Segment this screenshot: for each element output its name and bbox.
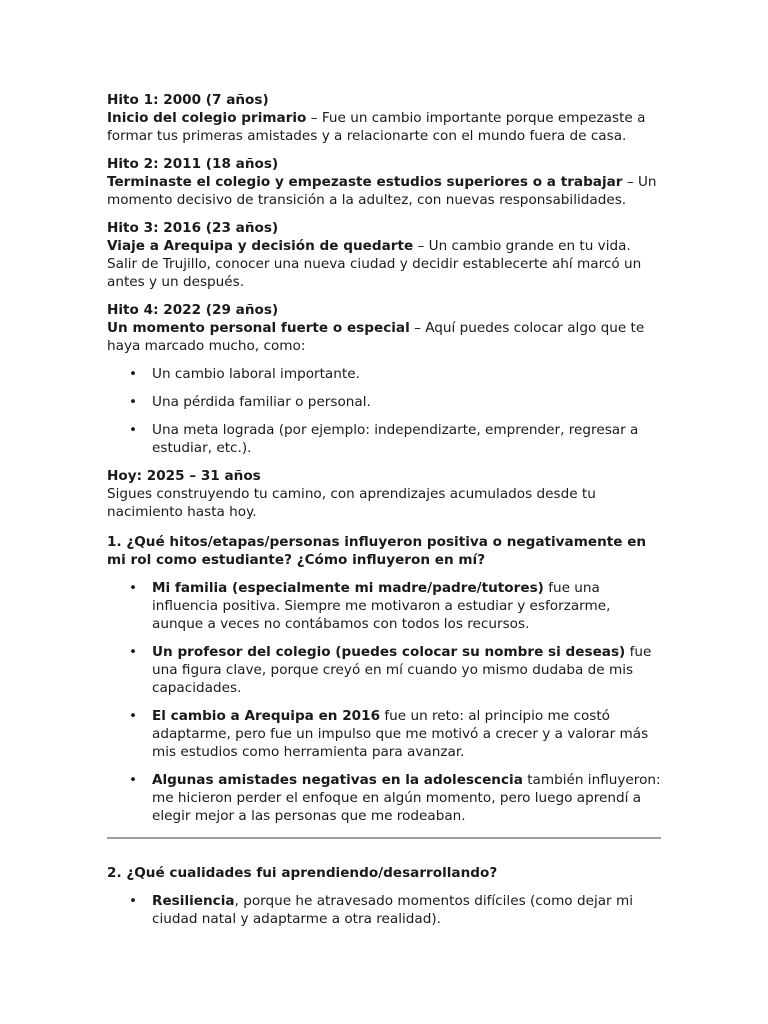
milestone-3 bbox=[107, 219, 663, 291]
bullet-icon: • bbox=[129, 394, 138, 410]
milestone-description: – Aquí puedes colocar algo que te haya marcado mucho, como: bbox=[107, 320, 645, 354]
list-item: • Un profesor del colegio (puedes colocar su nombre si deseas) fue una figura clave, porque creyó en mí cuando yo mismo dudaba de mis capacidades. bbox=[129, 644, 652, 696]
milestone-description: – Un cambio grande en tu vida. Salir de Trujillo, conocer una nueva ciudad y decidir establecerte ahí marcó un antes y un después. bbox=[107, 238, 642, 290]
milestone-description: – Fue un cambio importante porque empezaste a formar tus primeras amistades y a relacionarte con el mundo fuera de casa. bbox=[107, 110, 646, 144]
milestone-description: – Un momento decisivo de transición a la adultez, con nuevas responsabilidades. bbox=[107, 174, 657, 208]
milestone-heading: Hito 4: 2022 (29 años) bbox=[107, 302, 279, 318]
milestone-1 bbox=[107, 91, 663, 145]
question-1 bbox=[107, 533, 663, 825]
list-item: • Resiliencia, porque he atravesado momentos difíciles (como dejar mi ciudad natal y adaptarme a otra realidad). bbox=[129, 893, 633, 927]
today-section bbox=[107, 467, 663, 521]
milestone-2 bbox=[107, 155, 663, 209]
bullet-icon: • bbox=[129, 366, 138, 382]
question-2-list bbox=[107, 892, 663, 928]
question-2 bbox=[107, 864, 663, 928]
bullet-icon: • bbox=[129, 422, 138, 438]
list-item: • Una pérdida familiar o personal. bbox=[129, 394, 371, 410]
today-heading: Hoy: 2025 – 31 años bbox=[107, 468, 261, 484]
milestone-title: Viaje a Arequipa y decisión de quedarte bbox=[107, 238, 414, 254]
horizontal-rule bbox=[107, 837, 661, 839]
question-heading: 2. ¿Qué cualidades fui aprendiendo/desarrollando? bbox=[107, 865, 498, 881]
bullet-icon: • bbox=[129, 580, 138, 596]
list-item: • Un cambio laboral importante. bbox=[129, 366, 360, 382]
list-item: • Una meta lograda (por ejemplo: independizarte, emprender, regresar a estudiar, etc.). bbox=[129, 422, 639, 456]
today-text: Sigues construyendo tu camino, con aprendizajes acumulados desde tu nacimiento hasta hoy. bbox=[107, 486, 596, 520]
milestone-heading: Hito 3: 2016 (23 años) bbox=[107, 220, 279, 236]
bullet-icon: • bbox=[129, 708, 138, 724]
bullet-icon: • bbox=[129, 772, 138, 788]
bullet-icon: • bbox=[129, 644, 138, 660]
question-heading: 1. ¿Qué hitos/etapas/personas influyeron positiva o negativamente en mi rol como estudiante? ¿Cómo influyeron en mí? bbox=[107, 534, 647, 568]
milestone-4-list bbox=[107, 365, 663, 457]
milestone-4 bbox=[107, 301, 663, 355]
list-item: • Algunas amistades negativas en la adolescencia también influyeron: me hicieron perder el enfoque en algún momento, pero luego aprendí a elegir mejor a las personas que me rodeaban. bbox=[129, 772, 661, 824]
milestone-title: Terminaste el colegio y empezaste estudios superiores o a trabajar bbox=[107, 174, 623, 190]
milestone-heading: Hito 2: 2011 (18 años) bbox=[107, 156, 279, 172]
list-item: • El cambio a Arequipa en 2016 fue un reto: al principio me costó adaptarme, pero fue un impulso que me motivó a crecer y a valorar más mis estudios como herramienta para avanzar. bbox=[129, 708, 649, 760]
milestone-title: Un momento personal fuerte o especial bbox=[107, 320, 410, 336]
question-1-list bbox=[107, 579, 663, 825]
list-item: • Mi familia (especialmente mi madre/padre/tutores) fue una influencia positiva. Siempre me motivaron a estudiar y esforzarme, aunque a veces no contábamos con todos los recursos. bbox=[129, 580, 611, 632]
milestone-heading: Hito 1: 2000 (7 años) bbox=[107, 92, 269, 108]
document-page bbox=[107, 91, 663, 938]
milestone-title: Inicio del colegio primario bbox=[107, 110, 307, 126]
bullet-icon: • bbox=[129, 893, 138, 909]
